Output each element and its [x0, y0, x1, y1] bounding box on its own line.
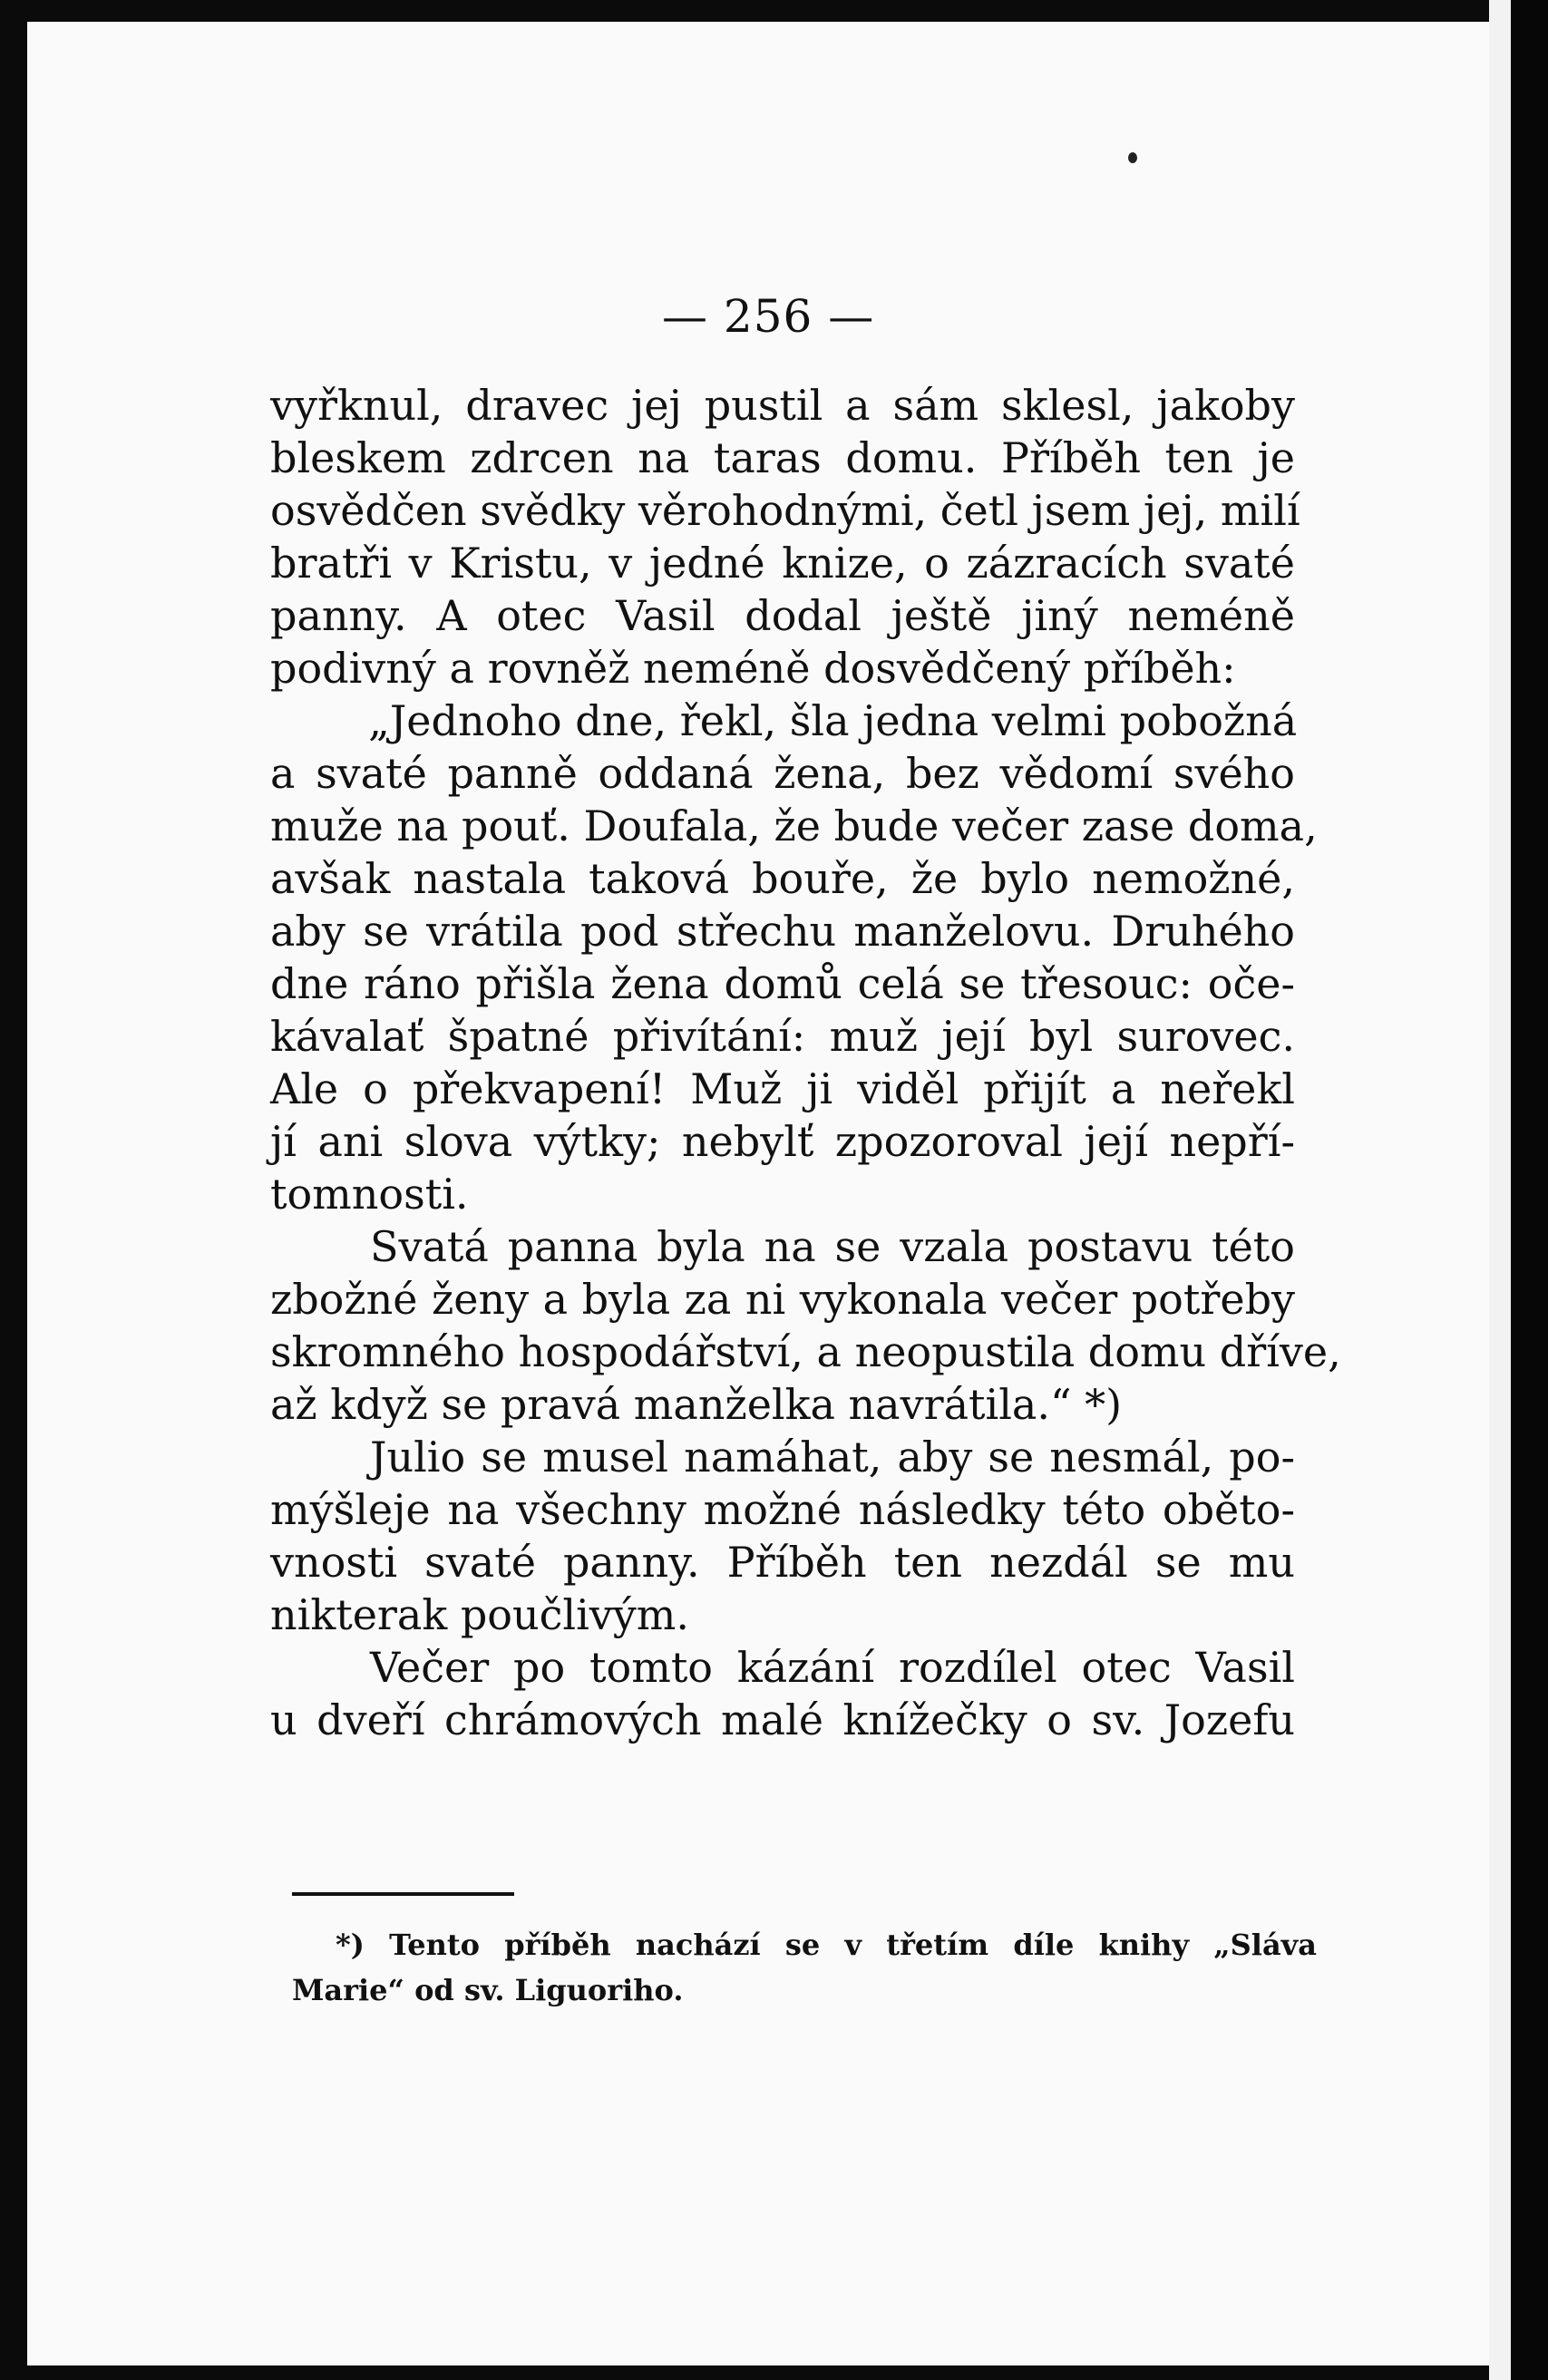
- text-line: bleskem zdrcen na taras domu. Příběh ten je: [270, 433, 1295, 482]
- text-line: avšak nastala taková bouře, že bylo nemožné,: [270, 854, 1295, 903]
- text-line: vyřknul, dravec jej pustil a sám sklesl, jakoby: [270, 381, 1295, 430]
- text-line: Svatá panna byla na se vzala postavu této: [370, 1222, 1295, 1271]
- text-line: Ale o překvapení! Muž ji viděl přijít a neřekl: [270, 1064, 1295, 1113]
- footnote-divider: [292, 1892, 514, 1896]
- text-line: bratři v Kristu, v jedné knize, o zázracích svaté: [270, 539, 1295, 588]
- text-line: vnosti svaté panny. Příběh ten nezdál se mu: [270, 1538, 1295, 1587]
- text-line: muže na pouť. Doufala, že bude večer zase doma,: [270, 801, 1318, 850]
- text-line: aby se vrátila pod střechu manželovu. Druhého: [270, 907, 1295, 956]
- text-line: až když se pravá manželka navrátila.“ *): [270, 1380, 1123, 1429]
- text-line: zbožné ženy a byla za ni vykonala večer potřeby: [270, 1275, 1295, 1324]
- text-line: tomnosti.: [270, 1170, 469, 1219]
- text-line: Večer po tomto kázání rozdílel otec Vasil: [370, 1643, 1295, 1692]
- page-number: — 256 —: [662, 290, 875, 343]
- footnote-line: Marie“ od sv. Liguoriho.: [292, 1973, 684, 2007]
- text-line: u dveří chrámových malé knížečky o sv. Jozefu: [270, 1695, 1295, 1744]
- text-line: panny. A otec Vasil dodal ještě jiný neméně: [270, 591, 1295, 640]
- text-line: jí ani slova výtky; nebylť zpozoroval její nepří-: [270, 1117, 1295, 1166]
- text-line: Julio se musel namáhat, aby se nesmál, po-: [370, 1433, 1295, 1481]
- speck: [1128, 152, 1137, 163]
- page-edge: [1489, 0, 1511, 2380]
- text-line: a svaté panně oddaná žena, bez vědomí svého: [270, 749, 1295, 798]
- scan-border: [1511, 0, 1548, 2380]
- footnote-line: *) Tento příběh nachází se v třetím díle knihy „Sláva: [336, 1928, 1317, 1962]
- text-line: kávalať špatné přivítání: muž její byl surovec.: [270, 1012, 1295, 1061]
- text-line: podivný a rovněž neméně dosvědčený příběh:: [270, 644, 1236, 693]
- text-line: osvědčen svědky věrohodnými, četl jsem jej, milí: [270, 486, 1300, 535]
- text-line: skromného hospodářství, a neopustila domu dříve,: [270, 1327, 1341, 1376]
- body-text: [270, 379, 1341, 1746]
- text-line: mýšleje na všechny možné následky této obětо-: [270, 1485, 1295, 1534]
- text-line: nikterak poučlivým.: [270, 1590, 689, 1639]
- text-line: dne ráno přišla žena domů celá se třesouc: oče-: [270, 959, 1295, 1008]
- footnote: [292, 1922, 1317, 2013]
- text-line: „Jednoho dne, řekl, šla jedna velmi pobožná: [368, 696, 1298, 745]
